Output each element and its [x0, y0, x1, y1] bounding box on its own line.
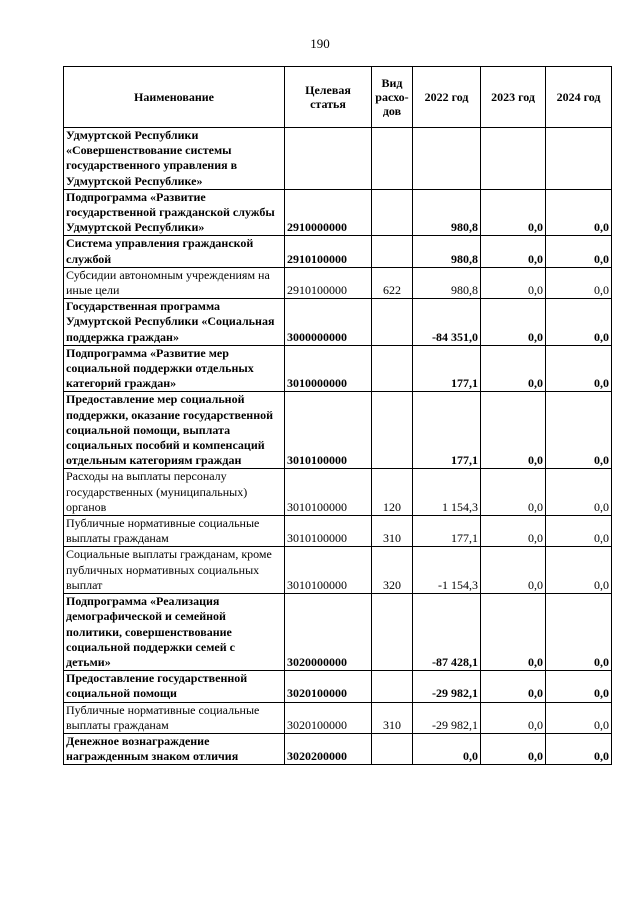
table-row [64, 189, 612, 236]
row-value-2022: 0,0 [413, 733, 481, 764]
row-value-2024: 0,0 [546, 299, 612, 346]
row-value-2022: 980,8 [413, 236, 481, 267]
row-value-2024: 0,0 [546, 236, 612, 267]
row-value-2022: -1 154,3 [413, 547, 481, 594]
row-target-article: 3000000000 [285, 299, 372, 346]
row-value-2024: 0,0 [546, 516, 612, 547]
row-name: Удмуртской Республики «Совершенствование системы государственного управления в Удмуртской Республике» [64, 128, 285, 190]
row-target-article: 3020000000 [285, 594, 372, 671]
row-name: Социальные выплаты гражданам, кроме публичных нормативных социальных выплат [64, 547, 285, 594]
table-row [64, 733, 612, 764]
row-value-2022: -29 982,1 [413, 702, 481, 733]
row-name: Предоставление мер социальной поддержки, оказание государственной социальной помощи, выплата социальных пособий и компенсаций отдельным категориям граждан [64, 392, 285, 469]
row-value-2022: -84 351,0 [413, 299, 481, 346]
table-row [64, 469, 612, 516]
row-target-article [285, 128, 372, 190]
row-expense-type [372, 189, 413, 236]
row-expense-type: 320 [372, 547, 413, 594]
table-row [64, 547, 612, 594]
row-expense-type: 120 [372, 469, 413, 516]
row-target-article: 3020200000 [285, 733, 372, 764]
page-number: 190 [310, 36, 330, 51]
header-expense-type: Вид расхо-дов [372, 67, 413, 128]
row-target-article: 3010100000 [285, 469, 372, 516]
budget-table [63, 66, 612, 765]
row-expense-type: 310 [372, 516, 413, 547]
table-row [64, 671, 612, 702]
row-target-article: 3020100000 [285, 671, 372, 702]
row-name: Предоставление государственной социальной помощи [64, 671, 285, 702]
row-value-2022: 177,1 [413, 516, 481, 547]
row-value-2022: 1 154,3 [413, 469, 481, 516]
row-target-article: 2910100000 [285, 236, 372, 267]
row-value-2022: 177,1 [413, 345, 481, 392]
row-value-2023: 0,0 [481, 469, 546, 516]
row-value-2022 [413, 128, 481, 190]
row-expense-type [372, 733, 413, 764]
row-expense-type [372, 392, 413, 469]
row-value-2022: -29 982,1 [413, 671, 481, 702]
row-target-article: 3010100000 [285, 547, 372, 594]
row-expense-type: 622 [372, 267, 413, 298]
table-row [64, 128, 612, 190]
table-row [64, 594, 612, 671]
table-header-row [64, 67, 612, 128]
row-value-2023: 0,0 [481, 345, 546, 392]
row-target-article: 3010000000 [285, 345, 372, 392]
row-value-2023: 0,0 [481, 299, 546, 346]
row-value-2024: 0,0 [546, 594, 612, 671]
row-value-2024: 0,0 [546, 345, 612, 392]
header-2024: 2024 год [546, 67, 612, 128]
row-value-2024: 0,0 [546, 733, 612, 764]
row-name: Государственная программа Удмуртской Республики «Социальная поддержка граждан» [64, 299, 285, 346]
row-value-2024: 0,0 [546, 189, 612, 236]
table-row [64, 392, 612, 469]
row-target-article: 3010100000 [285, 392, 372, 469]
row-name: Подпрограмма «Развитие мер социальной поддержки отдельных категорий граждан» [64, 345, 285, 392]
row-value-2023: 0,0 [481, 267, 546, 298]
row-name: Публичные нормативные социальные выплаты гражданам [64, 702, 285, 733]
row-value-2024: 0,0 [546, 547, 612, 594]
row-expense-type [372, 236, 413, 267]
header-2022: 2022 год [413, 67, 481, 128]
table-row [64, 516, 612, 547]
table-row [64, 299, 612, 346]
table-row [64, 267, 612, 298]
row-value-2024: 0,0 [546, 702, 612, 733]
row-value-2023: 0,0 [481, 236, 546, 267]
row-value-2023: 0,0 [481, 547, 546, 594]
row-value-2024: 0,0 [546, 671, 612, 702]
row-value-2023: 0,0 [481, 671, 546, 702]
header-target-article: Целевая статья [285, 67, 372, 128]
row-value-2024: 0,0 [546, 392, 612, 469]
row-name: Подпрограмма «Реализация демографической и семейной политики, совершенствование социальной поддержки семей с детьми» [64, 594, 285, 671]
row-value-2023: 0,0 [481, 702, 546, 733]
row-name: Подпрограмма «Развитие государственной гражданской службы Удмуртской Республики» [64, 189, 285, 236]
row-expense-type [372, 299, 413, 346]
table-body [64, 128, 612, 765]
row-name: Расходы на выплаты персоналу государственных (муниципальных) органов [64, 469, 285, 516]
row-target-article: 2910000000 [285, 189, 372, 236]
row-target-article: 2910100000 [285, 267, 372, 298]
row-value-2022: 980,8 [413, 189, 481, 236]
row-value-2023: 0,0 [481, 189, 546, 236]
row-value-2023: 0,0 [481, 733, 546, 764]
row-target-article: 3020100000 [285, 702, 372, 733]
row-target-article: 3010100000 [285, 516, 372, 547]
row-name: Система управления гражданской службой [64, 236, 285, 267]
row-expense-type [372, 671, 413, 702]
table-row [64, 702, 612, 733]
row-name: Субсидии автономным учреждениям на иные цели [64, 267, 285, 298]
row-expense-type [372, 345, 413, 392]
table-row [64, 345, 612, 392]
row-value-2022: -87 428,1 [413, 594, 481, 671]
row-value-2023: 0,0 [481, 516, 546, 547]
row-expense-type [372, 128, 413, 190]
header-name: Наименование [64, 67, 285, 128]
row-value-2024 [546, 128, 612, 190]
row-value-2023: 0,0 [481, 594, 546, 671]
row-expense-type: 310 [372, 702, 413, 733]
row-value-2024: 0,0 [546, 469, 612, 516]
row-expense-type [372, 594, 413, 671]
row-value-2023 [481, 128, 546, 190]
table-row [64, 236, 612, 267]
row-name: Публичные нормативные социальные выплаты гражданам [64, 516, 285, 547]
row-name: Денежное вознаграждение награжденным знаком отличия [64, 733, 285, 764]
row-value-2023: 0,0 [481, 392, 546, 469]
row-value-2022: 177,1 [413, 392, 481, 469]
row-value-2022: 980,8 [413, 267, 481, 298]
row-value-2024: 0,0 [546, 267, 612, 298]
header-2023: 2023 год [481, 67, 546, 128]
